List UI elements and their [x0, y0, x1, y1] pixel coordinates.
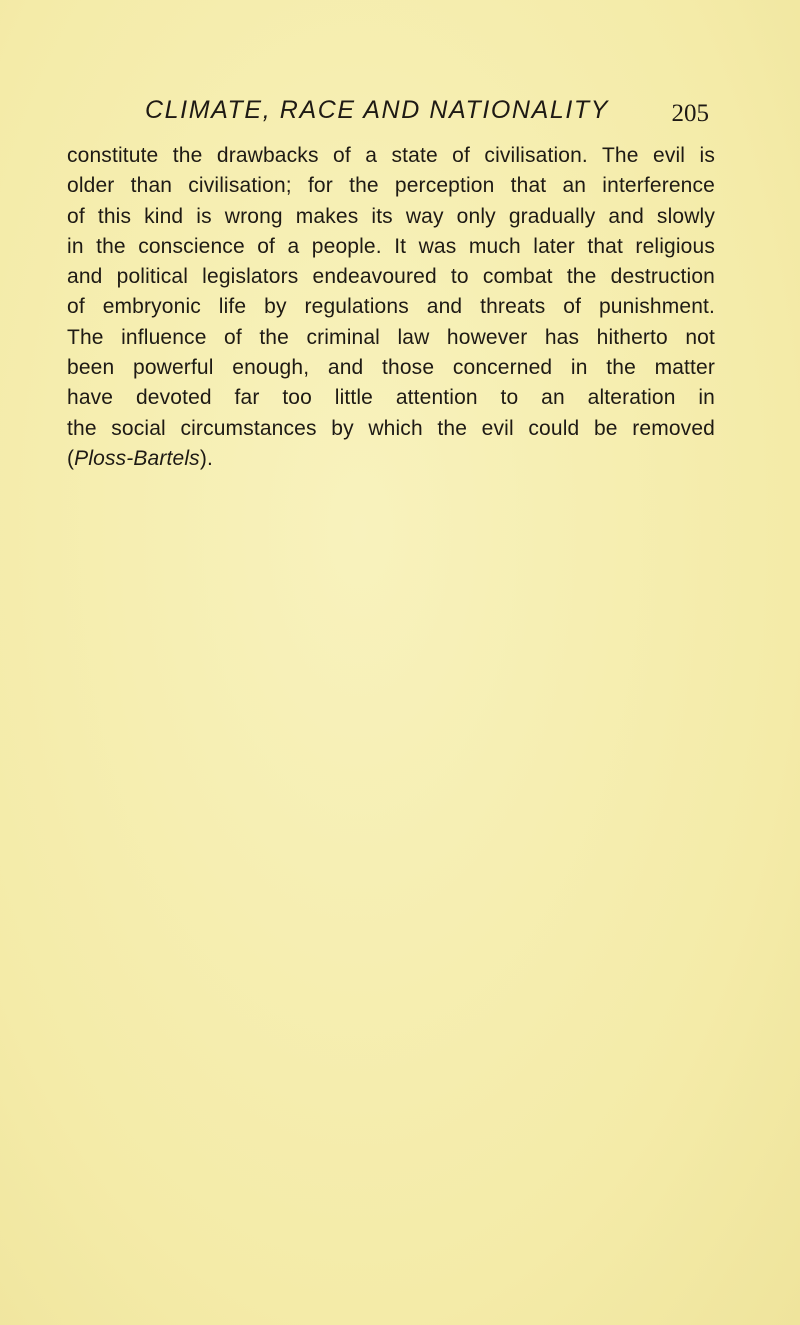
page-content — [67, 0, 715, 1325]
body-paragraph — [67, 141, 715, 474]
text-line: the social circumstances by which the evil could be removed — [67, 416, 715, 440]
citation-open: ( — [67, 446, 75, 470]
page-number: 205 — [671, 100, 709, 127]
text-line: The influence of the criminal law however has hitherto not — [67, 325, 715, 349]
text-line: been powerful enough, and those concerned in the matter — [67, 356, 715, 380]
text-line: in the conscience of a people. It was much later that religious — [67, 234, 715, 258]
citation-close: ). — [199, 446, 213, 470]
citation: Ploss-Bartels — [74, 446, 200, 470]
text-line: constitute the drawbacks of a state of civilisation. The evil is — [67, 144, 715, 167]
text-line: older than civilisation; for the perception that an interference — [67, 174, 715, 198]
text-line: of this kind is wrong makes its way only gradually and slowly — [67, 204, 715, 228]
text-line: and political legislators endeavoured to combat the destruction — [67, 265, 715, 289]
text-line: of embryonic life by regulations and threats of punishment. — [67, 295, 715, 319]
text-line: have devoted far too little attention to an alteration in — [67, 386, 715, 410]
citation-line — [67, 444, 715, 474]
running-title: CLIMATE, RACE AND NATIONALITY — [145, 96, 610, 124]
running-head — [67, 92, 715, 132]
